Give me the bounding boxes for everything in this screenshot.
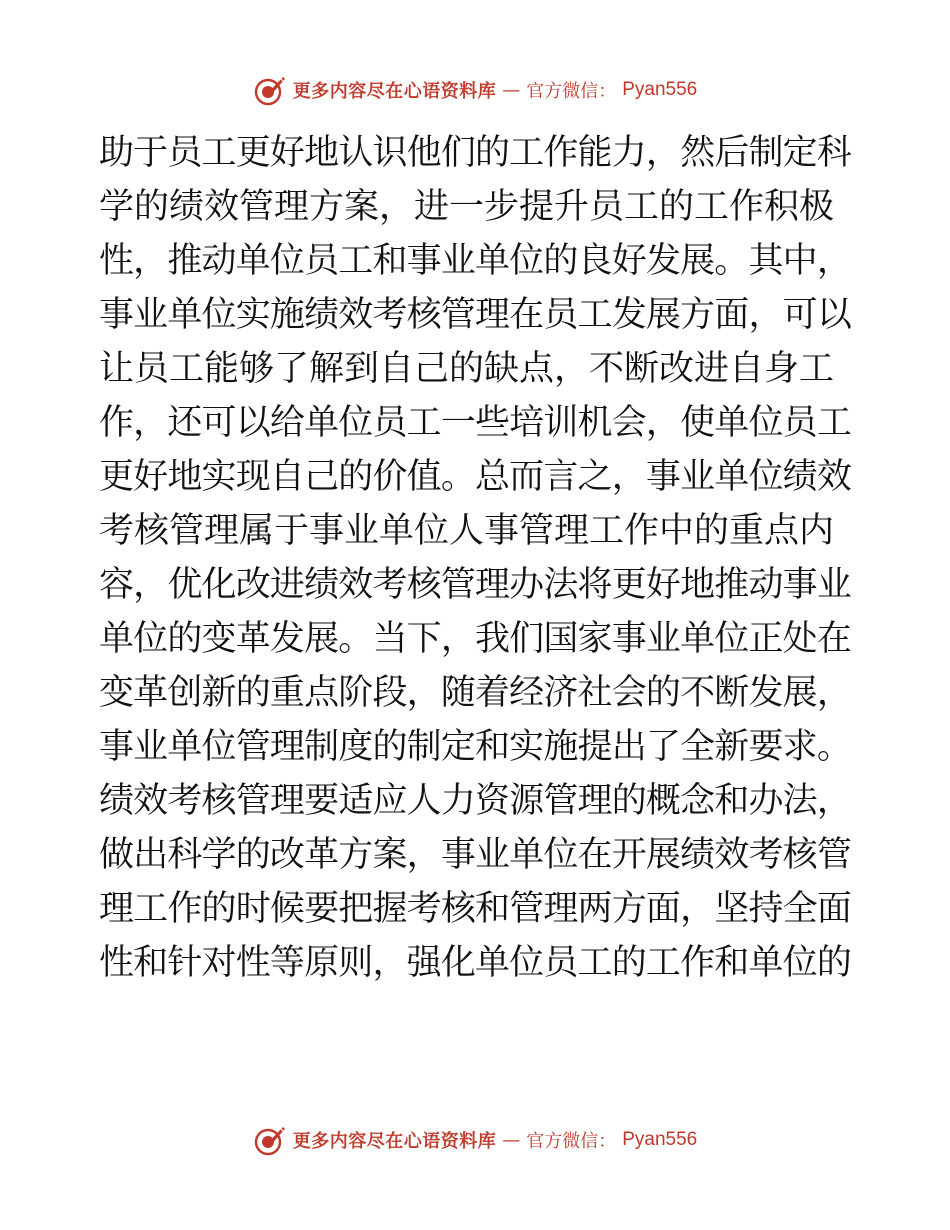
- pen-quill-logo-icon: [253, 73, 287, 107]
- pen-quill-logo-icon: [253, 1123, 287, 1157]
- header-watermark: [0, 70, 950, 110]
- text-line: 性，推动单位员工和事业单位的良好发展。其中，: [99, 241, 851, 281]
- text-line: 更好地实现自己的价值。总而言之，事业单位绩效: [99, 457, 851, 497]
- text-line: 变革创新的重点阶段，随着经济社会的不断发展，: [99, 673, 851, 713]
- text-line: 单位的变革发展。当下，我们国家事业单位正处在: [99, 619, 851, 659]
- footer-watermark: [0, 1120, 950, 1160]
- text-line: 性和针对性等原则，强化单位员工的工作和单位的: [99, 943, 851, 983]
- text-line: 考核管理属于事业单位人事管理工作中的重点内: [99, 511, 835, 551]
- watermark-wechat-id: Pyan556: [622, 1129, 698, 1150]
- text-line: 让员工能够了解到自己的缺点，不断改进自身工: [99, 349, 835, 389]
- document-body: [99, 126, 851, 990]
- watermark-separator: —: [502, 1129, 521, 1151]
- text-line: 事业单位管理制度的制定和实施提出了全新要求。: [99, 727, 851, 767]
- watermark-site-text: 更多内容尽在心语资料库: [292, 1131, 497, 1152]
- watermark-official-label: 官方微信：: [526, 1131, 617, 1152]
- watermark-official-label: 官方微信：: [526, 81, 617, 102]
- text-line: 容，优化改进绩效考核管理办法将更好地推动事业: [99, 565, 851, 605]
- text-line: 作，还可以给单位员工一些培训机会，使单位员工: [99, 403, 851, 443]
- text-line: 事业单位实施绩效考核管理在员工发展方面，可以: [99, 295, 851, 335]
- text-line: 助于员工更好地认识他们的工作能力，然后制定科: [99, 133, 851, 173]
- text-line: 理工作的时候要把握考核和管理两方面，坚持全面: [99, 889, 851, 929]
- text-line: 学的绩效管理方案，进一步提升员工的工作积极: [99, 187, 835, 227]
- text-line: 绩效考核管理要适应人力资源管理的概念和办法，: [99, 781, 851, 821]
- text-line: 做出科学的改革方案，事业单位在开展绩效考核管: [99, 835, 851, 875]
- watermark-site-text: 更多内容尽在心语资料库: [292, 81, 497, 102]
- watermark-wechat-id: Pyan556: [622, 79, 698, 100]
- watermark-separator: —: [502, 79, 521, 101]
